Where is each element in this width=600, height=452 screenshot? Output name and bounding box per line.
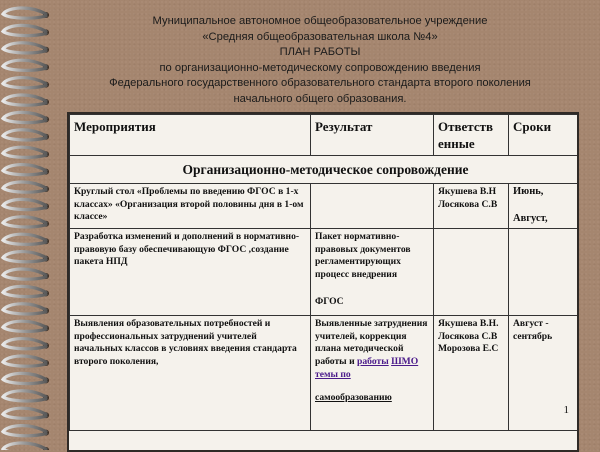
plan-table-container	[67, 112, 579, 452]
header-line-standard: Федерального государственного образовательного стандарта второго поколения	[109, 77, 531, 89]
binding-ring	[3, 286, 46, 296]
cell-result	[311, 228, 434, 315]
binding-ring	[3, 130, 46, 140]
binding-ring	[3, 321, 46, 331]
binding-ring	[3, 234, 46, 244]
binding-ring	[3, 182, 46, 192]
cell-event: Разработка изменений и дополнений в нормативно-правовую базу обеспечивающую ФГОС ,создание пакета НПД	[70, 228, 311, 315]
table-header-row	[70, 115, 580, 156]
spiral-binding	[0, 0, 58, 450]
header-line-subject: по организационно-методическому сопровождению введения	[159, 61, 481, 74]
cell-result	[311, 183, 434, 228]
column-header-result: Результат	[311, 115, 434, 156]
binding-ring	[3, 373, 46, 383]
self-education-text: самообразованию	[315, 391, 392, 403]
binding-ring	[3, 356, 46, 366]
cell-responsible	[434, 228, 509, 315]
cell-deadline	[509, 183, 580, 228]
result-fgos: ФГОС	[315, 295, 344, 307]
section-row	[70, 156, 580, 184]
binding-ring	[3, 147, 46, 157]
result-text: Пакет нормативно-правовых документов регламентирующих процесс внедрения	[315, 230, 411, 281]
header-line-education-level: начального общего образования.	[233, 92, 407, 105]
header-line-school-name: «Средняя общеобразовательная школа №4»	[202, 30, 438, 43]
column-header-deadline: Сроки	[509, 115, 580, 156]
header-line-plan-title: ПЛАН РАБОТЫ	[279, 46, 361, 58]
shmo-link[interactable]: ШМО темы по	[315, 356, 419, 380]
binding-ring	[3, 269, 46, 279]
binding-ring	[3, 391, 46, 401]
binding-ring	[3, 60, 46, 70]
binding-ring	[3, 217, 46, 227]
binding-ring	[3, 199, 46, 209]
plan-table	[69, 114, 579, 431]
binding-ring	[3, 8, 46, 18]
binding-ring	[3, 426, 46, 436]
page-number: 1	[563, 404, 569, 416]
cell-deadline	[509, 228, 580, 315]
table-row	[70, 315, 580, 430]
binding-ring	[3, 304, 46, 314]
cell-result	[311, 315, 434, 430]
binding-ring	[3, 112, 46, 122]
column-header-events: Мероприятия	[70, 115, 311, 156]
deadline-august: Август,	[513, 212, 548, 224]
cell-event: Выявления образовательных потребностей и профессиональных затруднений учителей начальных классов в условиях введения стандарта второго поколения,	[70, 315, 311, 430]
binding-ring	[3, 25, 46, 35]
document-header	[60, 14, 580, 107]
column-header-responsible: Ответств енные	[434, 115, 509, 156]
cell-responsible: Якушева В.Н. Лосякова С.В Морозова Е.С	[434, 315, 509, 430]
table-row	[70, 228, 580, 315]
deadline-june: Июнь,	[513, 185, 544, 197]
work-link[interactable]: работы	[357, 356, 389, 368]
binding-ring	[3, 408, 46, 418]
cell-event: Круглый стол «Проблемы по введению ФГОС в 1-х классах» «Организация второй половины дня в 1-ом классе»	[70, 183, 311, 228]
binding-ring	[3, 165, 46, 175]
header-line-school-type: Муниципальное автономное общеобразовательное учреждение	[152, 15, 488, 27]
binding-ring	[3, 95, 46, 105]
section-title: Организационно-методическое сопровождение	[70, 156, 580, 184]
binding-ring	[3, 443, 46, 450]
binding-ring	[3, 78, 46, 88]
result-text: Выявленные затруднения учителей, коррекция плана методической работы и	[315, 317, 428, 368]
cell-deadline: Август - сентябрь	[509, 315, 580, 430]
table-row	[70, 183, 580, 228]
binding-ring	[3, 43, 46, 53]
cell-responsible: Якушева В.Н Лосякова С.В	[434, 183, 509, 228]
binding-ring	[3, 252, 46, 262]
binding-ring	[3, 339, 46, 349]
